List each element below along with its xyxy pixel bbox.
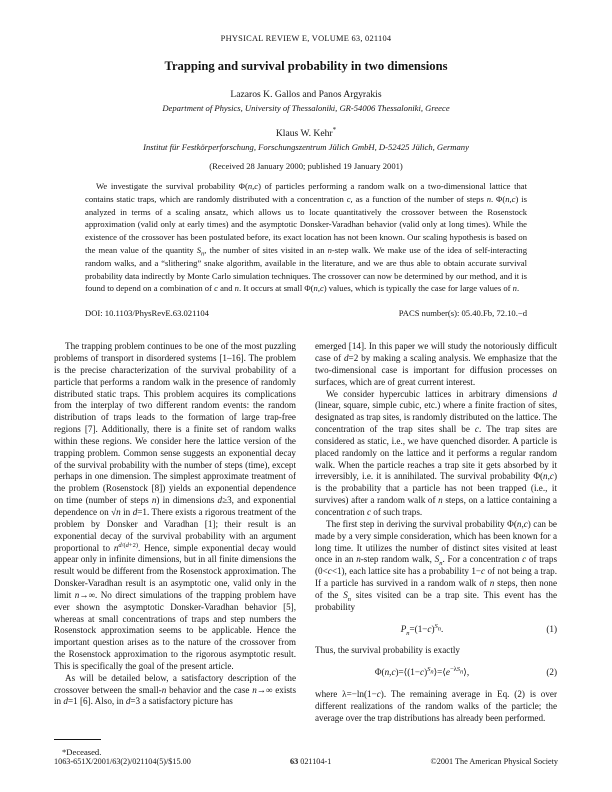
- abstract-text: We investigate the survival probability Φ(n,c) of particles performing a random walk on a two-dimensional lattice that contains static traps, which are randomly distributed with a concentration c, as a function of the number of steps n. Φ(n,c) is analyzed in terms of a scaling ansatz, which allows us to locate quantitatively the crossover between the Rosenstock approximation (valid only at early times) and the asymptotic Donsker-Varadhan behavior (valid only at long times). While the existence of the crossover has been postulated before, its exact location has not been known. Our scaling hypothesis is based on the mean value of the quantity $S_n$, the number of sites visited in an n-step walk. We make use of the idea of self-interacting random walks, and a “slithering” snake algorithm, available in the literature, and we are thus able to obtain accurate survival probability data indirectly by Monte Carlo simulation techniques. The crossover can now be determined by our method, and it is found to depend on a combination of c and n. It occurs at small Φ(n,c) values, which is typically the case for large values of n.: [85, 181, 528, 294]
- author-affiliation: Institut für Festkörperforschung, Forschungszentrum Jülich GmbH, D-52425 Jülich, Germany: [143, 142, 469, 152]
- doi: DOI: 10.1103/PhysRevE.63.021104: [85, 308, 209, 319]
- author-affiliation: Department of Physics, University of Thessaloniki, GR-54006 Thessaloniki, Greece: [162, 103, 450, 113]
- footnote-deceased: *Deceased.: [62, 747, 102, 758]
- paragraph: where λ=−ln(1−c). The remaining average in Eq. (2) is over different realizations of the random walks of the particle; the average over the trap distributions has already been performed.: [315, 689, 557, 723]
- equation-number: (2): [546, 667, 557, 678]
- paragraph: As will be detailed below, a satisfactory description of the crossover between the small-n behavior and the case n→∞ exists in d=1 [6]. Also, in d=3 a satisfactory picture has: [54, 672, 296, 707]
- doi-pacs-row: [85, 308, 527, 318]
- paragraph: We consider hypercubic lattices in arbitrary dimensions d (linear, square, simple cubic, etc.) where a finite fraction of sites, designated as trap sites, is randomly distributed on the lattice. The concentration of the trap sites shall be c. The trap sites are considered as static, i.e., we have quenched disorder. A particle is placed randomly on the lattice and it performs a regular random walk. When the particle reaches a trap site it gets absorbed by it irreversibly, i.e. it is annihilated. The survival probability Φ(n,c) is the probability that a particle has not been trapped (i.e., it survives) after a random walk of n steps, on a lattice containing a concentration c of such traps.: [315, 388, 557, 517]
- body-columns: [54, 341, 558, 759]
- left-column: [54, 341, 296, 759]
- paragraph: The first step in deriving the survival probability Φ(n,c) can be made by a very simple consideration, which has been known for a long time. It utilizes the number of distinct sites visited at least once in an n-step random walk, $S_n$. For a concentration c of traps (0<c<1), each lattice site has a probability 1−c of not being a trap. If a particle has survived in a random walk of n steps, then none of the $S_n$ sites visited can be a trap site. This event has the probability: [315, 518, 557, 612]
- author-names: Lazaros K. Gallos and Panos Argyrakis: [230, 89, 382, 100]
- paper-title: Trapping and survival probability in two dimensions: [164, 59, 448, 73]
- footer-copyright: ©2001 The American Physical Society: [430, 757, 558, 766]
- equation-body: $P_n=(1-c)^{S_n}$.: [400, 622, 444, 637]
- footer-issn-price: 1063-651X/2001/63(2)/021104(5)/$15.00: [54, 757, 191, 766]
- pacs: PACS number(s): 05.40.Fb, 72.10.−d: [398, 308, 527, 319]
- equation-2: [315, 667, 557, 679]
- journal-header: PHYSICAL REVIEW E, VOLUME 63, 021104: [220, 34, 392, 43]
- received-line: (Received 28 January 2000; published 19 January 2001): [209, 161, 403, 171]
- author-block: [54, 89, 558, 171]
- footer-page-number: 63 021104-1: [290, 757, 332, 766]
- equation-number: (1): [546, 623, 557, 634]
- footnote-rule: [54, 739, 101, 740]
- right-column: [315, 341, 557, 759]
- abstract: [85, 180, 527, 295]
- paragraph: emerged [14]. In this paper we will study the notoriously difficult case of d=2 by making a scaling analysis. We emphasize that the two-dimensional case is important for diffusion processes on surfaces, which are of great current interest.: [315, 341, 557, 387]
- page-footer: [54, 757, 558, 766]
- author-names: Klaus W. Kehr*: [275, 125, 337, 139]
- paragraph: Thus, the survival probability is exactly: [315, 645, 460, 656]
- equation-1: [315, 624, 557, 636]
- equation-body: $\Phi(n,c)=⟨(1-c)^{S_n}⟩=⟨e^{-\lambda S_n}⟩$,: [374, 666, 470, 678]
- paragraph: The trapping problem continues to be one of the most puzzling problems of transport in disordered systems [1–16]. The problem is the precise characterization of the survival probability of a particle that performs a random walk in the presence of randomly distributed static traps. This problem acquires its complications from the interplay of two different random events: the random distribution of traps leads to the formation of large trap-free regions [7]. Additionally, there is a finite set of random walks within these regions. We consider here the lattice version of the trapping problem. Common sense suggests an exponential decay of the survival probability with the number of steps (time), except perhaps in one dimension. The simplest approximate treatment of the problem (Rosenstock [8]) yields an exponential dependence on time (number of steps n) in dimensions d≥3, and exponential dependence on √n in d=1. There exists a rigorous treatment of the problem by Donsker and Varadhan [1]; their result is an exponential decay of the survival probability with an argument proportional to $n^{d/(d+2)}$. Hence, simple exponential decay would appear only in infinite dimensions, but in all finite dimensions the result would be different from the Rosenstock approximation. The Donsker-Varadhan result is an asymptotic one, valid only in the limit n→∞. No direct simulations of the trapping problem have ever shown the asymptotic Donsker-Varadhan behavior [5], whereas at small concentrations of traps and step numbers the Rosenstock approximation seems to be applicable. Hence the important question arises as to the nature of the crossover from the Rosenstock approximation to the rigorous asymptotic result. This is specifically the goal of the present article.: [54, 341, 296, 671]
